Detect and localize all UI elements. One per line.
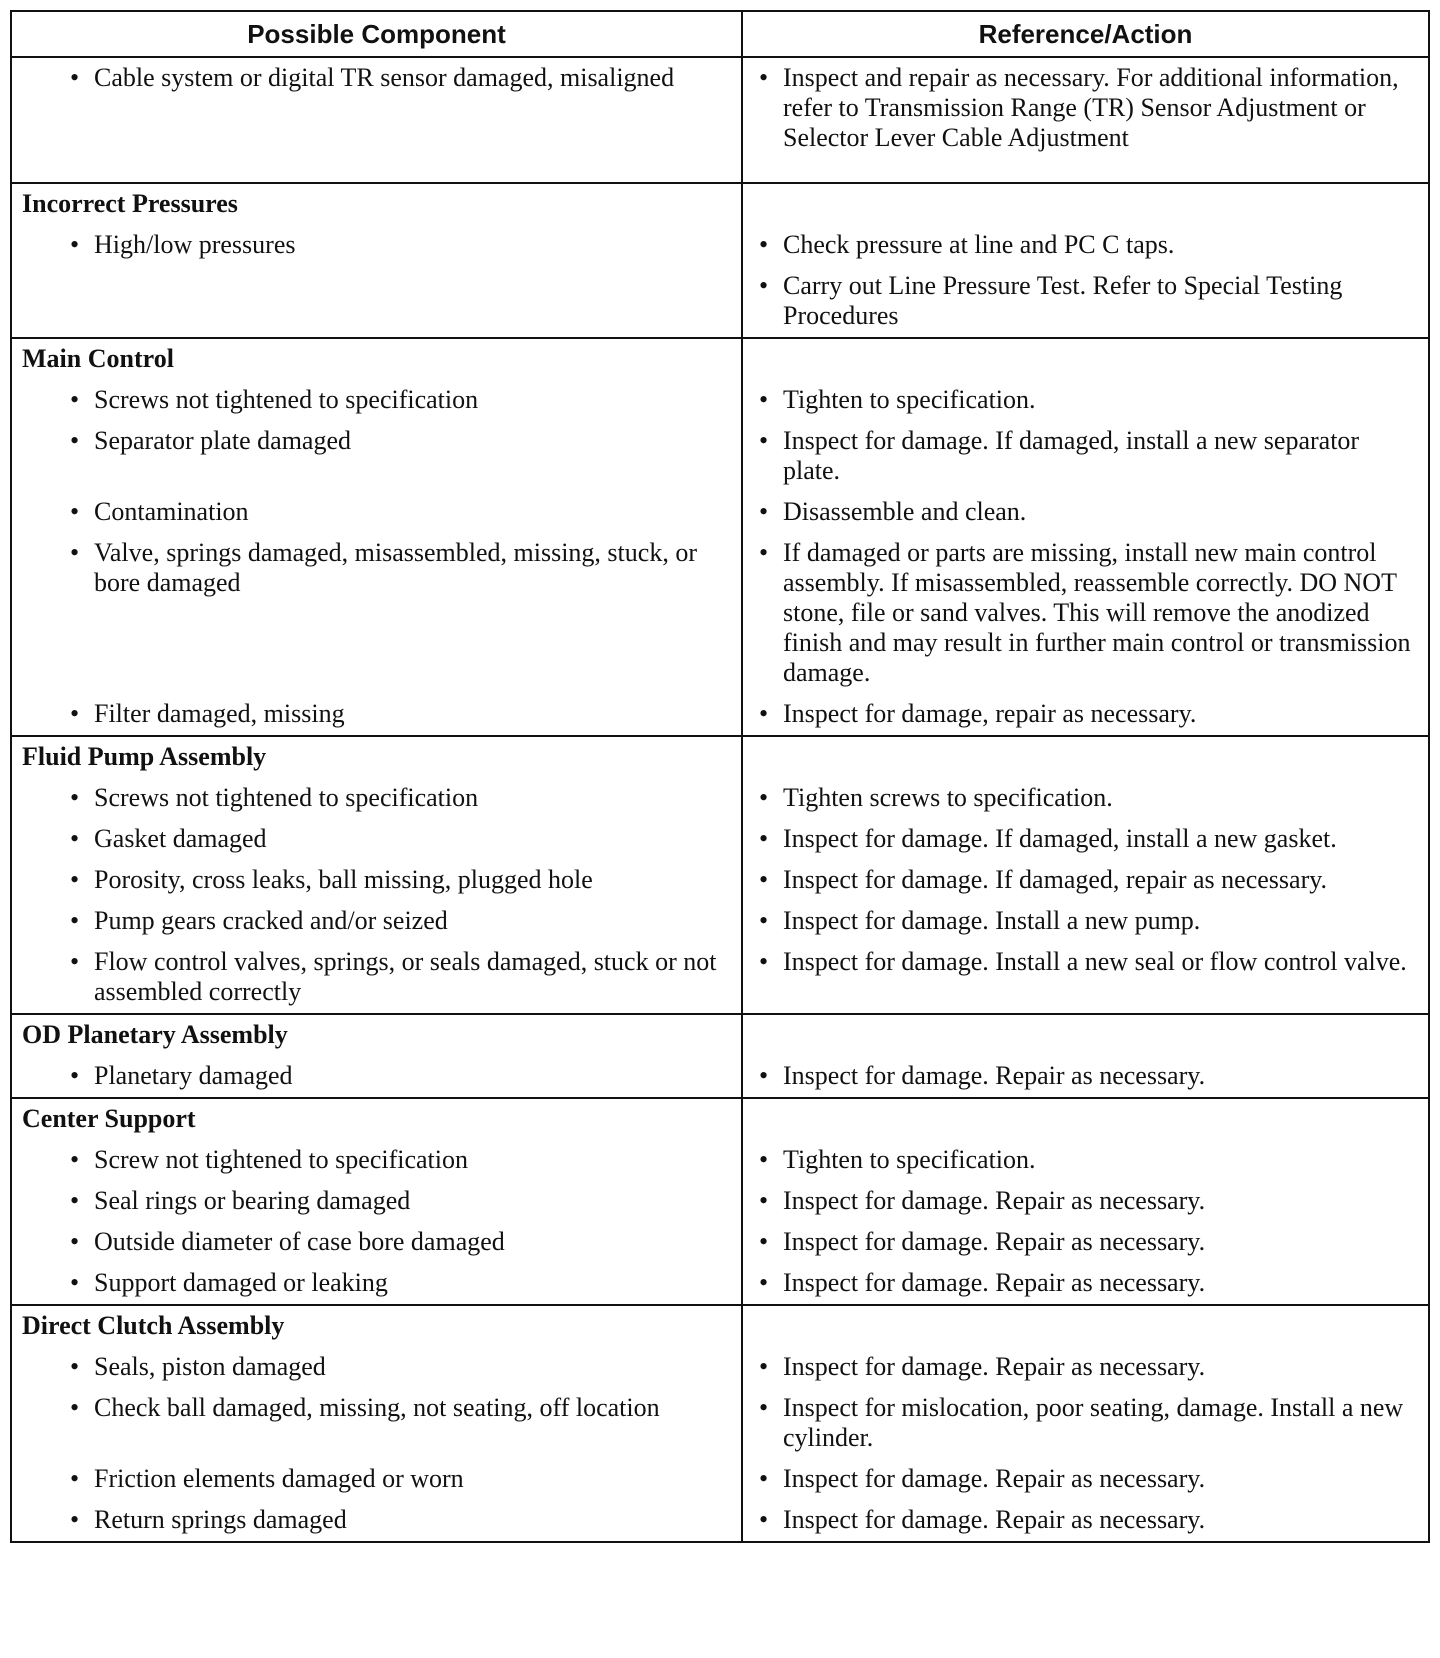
component-text: Check ball damaged, missing, not seating, off location [94,1393,660,1422]
component-text: Valve, springs damaged, misassembled, missing, stuck, or bore damaged [94,538,697,597]
action-cell [742,1181,1429,1222]
section-title-cell [11,1098,742,1140]
component-cell [11,533,742,694]
action-item [743,1222,1428,1263]
action-text: Inspect for damage. Repair as necessary. [783,1186,1206,1215]
action-text: Disassemble and clean. [783,497,1027,526]
action-cell [742,1222,1429,1263]
action-cell [742,1056,1429,1098]
component-item [12,421,741,462]
bullet-icon: • [70,1393,80,1422]
component-cell [11,942,742,1014]
component-item [12,1056,741,1097]
bullet-icon: • [759,538,769,567]
bullet-icon: • [70,1464,80,1493]
section-title-row [11,183,1429,225]
component-cell [11,901,742,942]
section-title: Main Control [22,344,174,373]
action-text: Inspect for damage. Repair as necessary. [783,1268,1206,1297]
section-title-row [11,1305,1429,1347]
component-text: High/low pressures [94,230,296,259]
component-item [12,860,741,901]
table-row [11,1347,1429,1388]
table-row [11,694,1429,736]
diagnostic-table [10,10,1430,1543]
component-item [12,492,741,533]
bullet-icon: • [70,538,80,567]
component-cell [11,1459,742,1500]
component-item [12,58,741,99]
component-cell [11,860,742,901]
bullet-icon: • [759,1145,769,1174]
header-possible-component: Possible Component [11,11,742,57]
action-text: If damaged or parts are missing, install new main control assembly. If misassembled, reassemble correctly. DO NOT stone, file or sand valves. This will remove the anodized finish and may result in further main control or transmission damage. [783,538,1411,687]
section-title-cell [11,183,742,225]
bullet-icon: • [759,271,769,300]
component-text: Screw not tightened to specification [94,1145,469,1174]
table-row [11,57,1429,183]
action-cell [742,380,1429,421]
action-cell [742,1347,1429,1388]
action-text: Inspect for damage. Repair as necessary. [783,1227,1206,1256]
bullet-icon: • [70,699,80,728]
table-row [11,778,1429,819]
component-item [12,819,741,860]
bullet-icon: • [70,230,80,259]
section-title-cell [11,338,742,380]
section-title: OD Planetary Assembly [22,1020,288,1049]
component-item [12,778,741,819]
action-text: Inspect for damage. If damaged, install a new gasket. [783,824,1337,853]
component-text: Planetary damaged [94,1061,293,1090]
component-text: Contamination [94,497,249,526]
component-text: Return springs damaged [94,1505,347,1534]
action-cell [742,778,1429,819]
bullet-icon: • [70,385,80,414]
component-item [12,533,741,604]
component-item [12,1181,741,1222]
action-item [743,1056,1428,1097]
component-item [12,694,741,735]
action-cell [742,1500,1429,1542]
action-text: Inspect for damage. Install a new pump. [783,906,1201,935]
action-text: Carry out Line Pressure Test. Refer to Special Testing Procedures [783,271,1343,330]
component-cell [11,1388,742,1459]
bullet-icon: • [70,1186,80,1215]
component-text: Outside diameter of case bore damaged [94,1227,505,1256]
table-row [11,533,1429,694]
table-row [11,1181,1429,1222]
bullet-icon: • [70,947,80,976]
component-cell [11,1181,742,1222]
section-title-row [11,1014,1429,1056]
bullet-icon: • [759,426,769,455]
table-row [11,1500,1429,1542]
component-text: Filter damaged, missing [94,699,345,728]
bullet-icon: • [70,1227,80,1256]
action-cell [742,860,1429,901]
component-text: Seals, piston damaged [94,1352,326,1381]
action-text: Inspect for damage. Repair as necessary. [783,1505,1206,1534]
table-row [11,421,1429,492]
bullet-icon: • [70,1505,80,1534]
action-text: Tighten to specification. [783,1145,1036,1174]
bullet-icon: • [70,865,80,894]
component-text: Screws not tightened to specification [94,385,479,414]
bullet-icon: • [70,1268,80,1297]
component-text: Cable system or digital TR sensor damaged, misaligned [94,63,675,92]
action-cell [742,819,1429,860]
section-title-row [11,338,1429,380]
bullet-icon: • [759,497,769,526]
bullet-icon: • [70,906,80,935]
component-cell [11,819,742,860]
section-title-cell [11,1014,742,1056]
action-cell [742,225,1429,338]
component-cell [11,225,742,338]
bullet-icon: • [759,865,769,894]
action-item [743,942,1428,983]
action-cell [742,421,1429,492]
action-cell [742,942,1429,1014]
action-item [743,901,1428,942]
component-item [12,901,741,942]
table-row [11,380,1429,421]
component-text: Support damaged or leaking [94,1268,388,1297]
action-item [743,1500,1428,1541]
component-cell [11,380,742,421]
action-item [743,778,1428,819]
bullet-icon: • [759,699,769,728]
action-text: Inspect for damage. Repair as necessary. [783,1352,1206,1381]
bullet-icon: • [70,1352,80,1381]
bullet-icon: • [759,63,769,92]
component-text: Flow control valves, springs, or seals damaged, stuck or not assembled correctly [94,947,717,1006]
bullet-icon: • [70,426,80,455]
component-item [12,942,741,1013]
action-text: Inspect for mislocation, poor seating, damage. Install a new cylinder. [783,1393,1404,1452]
action-item [743,266,1428,337]
table-row [11,1140,1429,1181]
section-title-spacer [742,338,1429,380]
action-text: Inspect for damage. If damaged, install a new separator plate. [783,426,1360,485]
section-title-spacer [742,183,1429,225]
section-title-spacer [742,1305,1429,1347]
bullet-icon: • [759,385,769,414]
section-title: Fluid Pump Assembly [22,742,267,771]
component-text: Porosity, cross leaks, ball missing, plugged hole [94,865,593,894]
action-item [743,1181,1428,1222]
section-title-spacer [742,1098,1429,1140]
bullet-icon: • [759,906,769,935]
header-reference-action: Reference/Action [742,11,1429,57]
action-text: Inspect for damage, repair as necessary. [783,699,1197,728]
component-text: Separator plate damaged [94,426,351,455]
action-item [743,421,1428,492]
bullet-icon: • [759,1268,769,1297]
component-cell [11,1347,742,1388]
section-title-spacer [742,736,1429,778]
action-text: Inspect for damage. Install a new seal or flow control valve. [783,947,1407,976]
action-text: Inspect for damage. Repair as necessary. [783,1464,1206,1493]
component-cell [11,1140,742,1181]
table-row [11,901,1429,942]
component-item [12,1140,741,1181]
component-text: Screws not tightened to specification [94,783,479,812]
action-cell [742,1459,1429,1500]
bullet-icon: • [759,783,769,812]
bullet-icon: • [759,1505,769,1534]
action-text: Inspect for damage. Repair as necessary. [783,1061,1206,1090]
action-text: Check pressure at line and PC C taps. [783,230,1175,259]
action-cell [742,1140,1429,1181]
action-item [743,1347,1428,1388]
table-row [11,225,1429,338]
component-cell [11,1500,742,1542]
action-item [743,533,1428,694]
table-row [11,1222,1429,1263]
bullet-icon: • [70,63,80,92]
bullet-icon: • [70,783,80,812]
action-cell [742,492,1429,533]
section-title: Center Support [22,1104,196,1133]
action-text: Tighten to specification. [783,385,1036,414]
action-item [743,58,1428,159]
bullet-icon: • [759,1393,769,1422]
action-cell [742,1263,1429,1305]
section-title-row [11,736,1429,778]
bullet-icon: • [759,1227,769,1256]
bullet-icon: • [759,1464,769,1493]
action-item [743,225,1428,266]
component-item [12,1347,741,1388]
action-item [743,492,1428,533]
bullet-icon: • [759,1352,769,1381]
action-cell [742,57,1429,183]
component-item [12,225,741,266]
action-text: Tighten screws to specification. [783,783,1113,812]
bullet-icon: • [759,947,769,976]
action-item [743,1140,1428,1181]
component-cell [11,1222,742,1263]
bullet-icon: • [70,1145,80,1174]
bullet-icon: • [759,1186,769,1215]
component-item [12,1388,741,1429]
action-item [743,1263,1428,1304]
component-item [12,1500,741,1541]
action-item [743,819,1428,860]
component-text: Pump gears cracked and/or seized [94,906,448,935]
table-row [11,819,1429,860]
component-item [12,380,741,421]
action-text: Inspect for damage. If damaged, repair as necessary. [783,865,1328,894]
action-cell [742,694,1429,736]
component-cell [11,1263,742,1305]
action-item [743,380,1428,421]
table-row [11,1056,1429,1098]
table-header-row [11,11,1429,57]
component-text: Friction elements damaged or worn [94,1464,464,1493]
action-item [743,694,1428,735]
component-cell [11,1056,742,1098]
bullet-icon: • [70,1061,80,1090]
component-item [12,1459,741,1500]
table-row [11,942,1429,1014]
action-cell [742,533,1429,694]
component-cell [11,694,742,736]
action-item [743,860,1428,901]
section-title-cell [11,736,742,778]
section-title: Direct Clutch Assembly [22,1311,285,1340]
action-item [743,1388,1428,1459]
component-cell [11,57,742,183]
table-row [11,1388,1429,1459]
section-title: Incorrect Pressures [22,189,238,218]
section-title-spacer [742,1014,1429,1056]
table-row [11,1263,1429,1305]
action-item [743,1459,1428,1500]
bullet-icon: • [70,497,80,526]
bullet-icon: • [759,824,769,853]
action-cell [742,901,1429,942]
component-text: Gasket damaged [94,824,267,853]
table-row [11,1459,1429,1500]
component-cell [11,421,742,492]
component-item [12,1263,741,1304]
component-item [12,1222,741,1263]
bullet-icon: • [70,824,80,853]
action-cell [742,1388,1429,1459]
component-cell [11,778,742,819]
bullet-icon: • [759,230,769,259]
section-title-row [11,1098,1429,1140]
bullet-icon: • [759,1061,769,1090]
action-text: Inspect and repair as necessary. For additional information, refer to Transmission Range (TR) Sensor Adjustment or Selector Lever Cable Adjustment [783,63,1399,152]
component-text: Seal rings or bearing damaged [94,1186,411,1215]
table-row [11,860,1429,901]
table-body [11,57,1429,1542]
section-title-cell [11,1305,742,1347]
component-cell [11,492,742,533]
table-row [11,492,1429,533]
